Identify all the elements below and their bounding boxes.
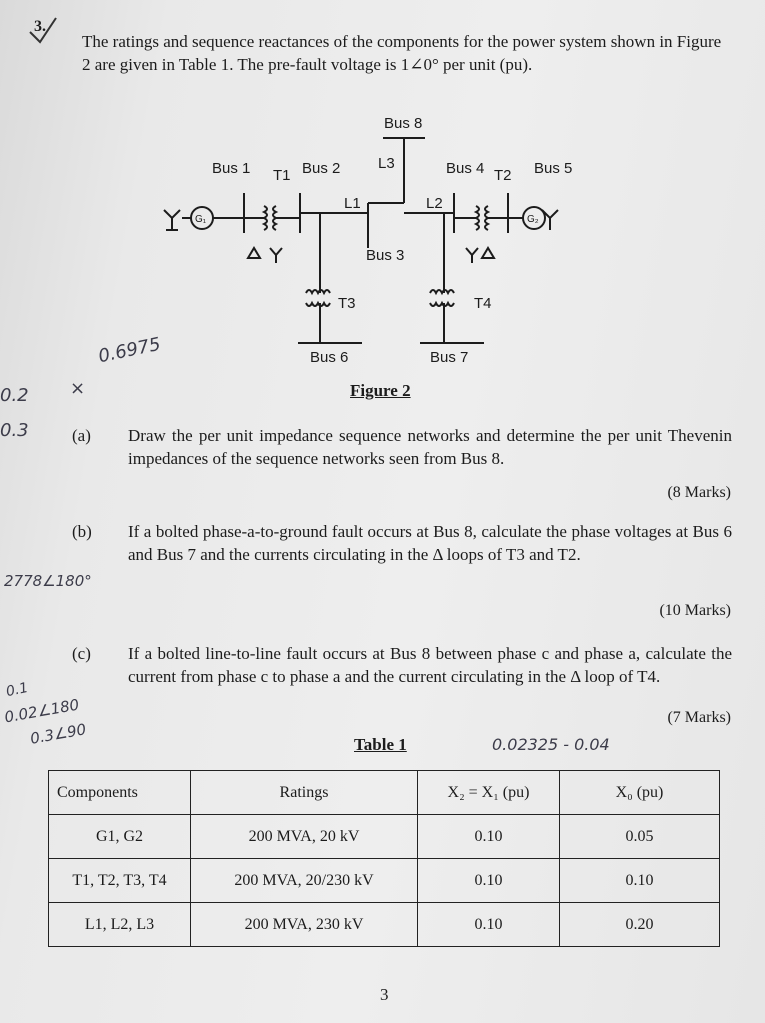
bus8-label: Bus 8 [384,115,423,132]
part-label: (b) [72,522,92,541]
question-intro: The ratings and sequence reactances of the components for the power system shown in Figure 2 are given in Table 1. The pre-fault voltage is 1∠0° per unit (pu). [82,32,722,74]
handwritten-note: 0.1 [4,679,30,701]
handwritten-note: 0.02∠180 [3,695,81,727]
table-cell: 0.10 [418,815,560,859]
table-cell: 0.05 [560,815,720,859]
bus7-label: Bus 7 [430,349,469,366]
table-cell: 200 MVA, 230 kV [191,903,418,947]
bus1-label: Bus 1 [212,160,251,177]
g2-label: G₂ [527,214,539,225]
table-cell: L1, L2, L3 [49,903,191,947]
part-text: If a bolted line-to-line fault occurs at Bus 8 between phase c and phase a, calculate the current from phase c to phase a and the current circulating in the Δ loop of T4. [128,644,732,686]
l3-label: L3 [378,155,395,172]
table-header-row [49,771,720,815]
handwritten-note: 0.3 [0,420,29,441]
part-text: Draw the per unit impedance sequence networks and determine the per unit Thevenin impedances of the sequence networks seen from Bus 8. [128,426,732,468]
page-number: 3 [380,985,389,1004]
table-header: Ratings [191,771,418,815]
table-row [49,815,720,859]
part-c [72,642,732,714]
table-title: Table 1 [354,735,407,754]
table-cell: 0.20 [560,903,720,947]
figure-title: Figure 2 [350,381,411,400]
table-header: X₂ = X₁ (pu) [418,771,560,815]
l2-label: L2 [426,195,443,212]
table-header: X₀ (pu) [560,771,720,815]
l1-label: L1 [344,195,361,212]
table-cell: G1, G2 [49,815,191,859]
marks-label: (7 Marks) [667,709,731,726]
t1-label: T1 [273,167,291,184]
t4-label: T4 [474,295,492,312]
handwritten-note: × [70,378,86,399]
power-system-diagram [130,108,573,368]
t2-label: T2 [494,167,512,184]
table-cell: 0.10 [560,859,720,903]
g1-label: G₁ [195,214,207,225]
handwritten-note: 0.3∠90 [28,720,88,748]
marks-label: (10 Marks) [659,602,731,619]
table-row [49,903,720,947]
part-a [72,424,732,474]
question-number: 3. [34,18,46,35]
bus6-label: Bus 6 [310,349,349,366]
part-b [72,520,732,592]
table-cell: 0.10 [418,903,560,947]
part-label: (a) [72,426,91,445]
bus4-label: Bus 4 [446,160,485,177]
handwritten-note: 0.6975 [96,333,163,368]
t3-label: T3 [338,295,356,312]
table-cell: T1, T2, T3, T4 [49,859,191,903]
table-header: Components [49,771,191,815]
part-label: (c) [72,644,91,663]
handwritten-note: 2778∠180° [4,572,92,590]
bus3-label: Bus 3 [366,247,405,264]
components-table [48,770,720,947]
handwritten-note: 0.02325 - 0.04 [492,735,610,754]
table-row [49,859,720,903]
marks-label: (8 Marks) [667,484,731,501]
table-cell: 200 MVA, 20/230 kV [191,859,418,903]
bus2-label: Bus 2 [302,160,341,177]
part-text: If a bolted phase-a-to-ground fault occurs at Bus 8, calculate the phase voltages at Bus 6 and Bus 7 and the currents circulating in the Δ loops of T3 and T2. [128,522,732,564]
table-cell: 200 MVA, 20 kV [191,815,418,859]
bus5-label: Bus 5 [534,160,573,177]
table-cell: 0.10 [418,859,560,903]
handwritten-note: 0.2 [0,385,29,406]
